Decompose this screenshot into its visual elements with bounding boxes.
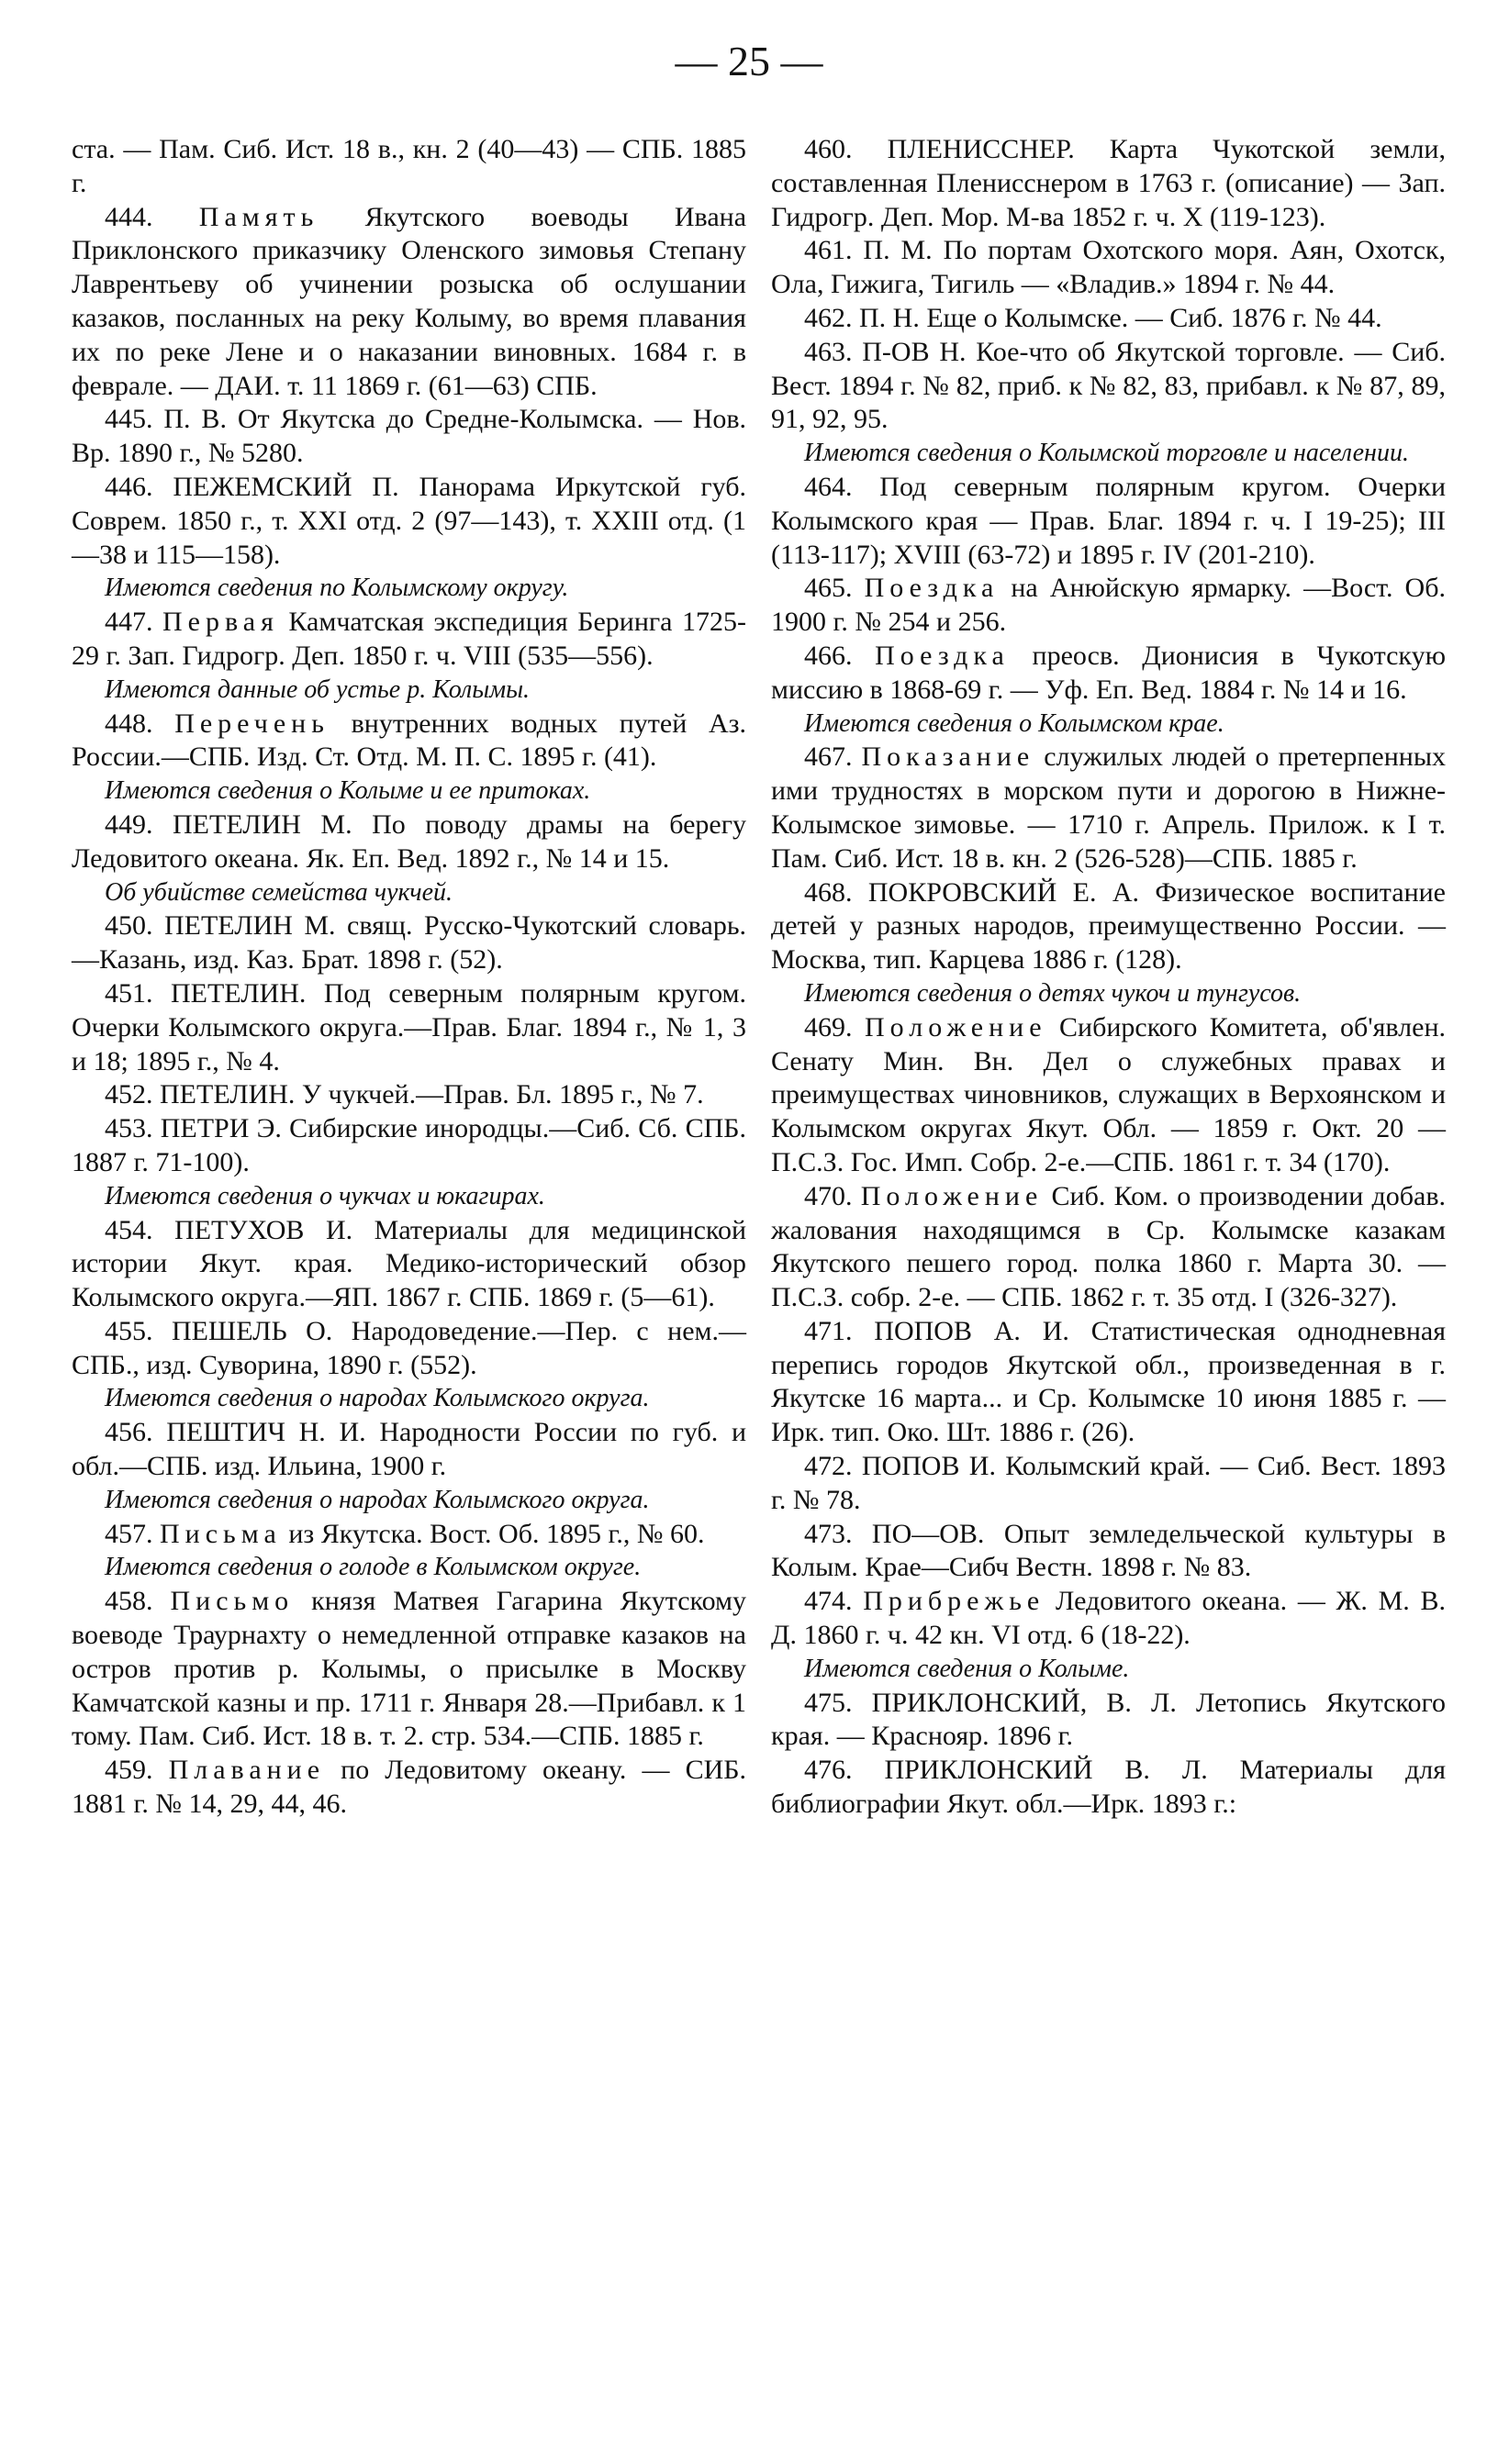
entry-text: Под северным полярным кругом. Очерки Колымского округа.—Прав. Благ. 1894 г., № 1, 3 и 18; 1895 г., № 4. [72,977,747,1076]
entry-note: Имеются данные об устье р. Колымы. [105,675,531,704]
entry-lead: ПЕТРИ Э. [160,1113,282,1144]
entry-text: внутренних водных путей Аз. России.—СПБ. Изд. Ст. Отд. М. П. С. 1895 г. (41). [72,708,747,773]
bibliography-entry [72,1315,746,1383]
entry-lead: Плавание [168,1755,326,1786]
entry-note: Имеются сведения по Колымскому округу. [105,574,569,603]
entry-lead: ПЕТЕЛИН. [170,977,307,1009]
entry-text: преосв. Дионисия в Чукотскую миссию в 1868-69 г. — Уф. Еп. Вед. 1884 г. № 14 и 16. [771,640,1446,705]
entry-number: 447. [105,607,153,638]
entry-number: 476. [804,1755,853,1786]
bibliography-entry [771,1518,1446,1586]
entry-text: Якутского воеводы Ивана Приклонского приказчику Оленского зимовья Степану Лаврентьеву об учинении розыска об ослушании казаков, посланных на реку Колыму, во время плавания их по реке Лене и о наказании виновных. 1684 г. в феврале. — ДАИ. т. 11 1869 г. (61—63) СПБ. [72,201,747,401]
entry-text: на Анюйскую ярмарку. —Вост. Об. 1900 г. № 254 и 256. [771,573,1446,638]
entry-lead: Положение [860,1180,1044,1211]
entry-number: 470. [804,1180,853,1211]
entry-lead: ПЕТЕЛИН М. [173,808,352,840]
entry-lead: П-ОВ Н. [862,336,967,367]
bibliography-entry [72,201,746,404]
entry-lead: Показание [861,741,1035,773]
bibliography-entry [771,302,1446,336]
entry-number: 453. [105,1113,153,1144]
right-column [771,133,1446,1822]
entry-text: Народоведение.—Пер. с нем.—СПБ., изд. Суворина, 1890 г. (552). [72,1315,747,1380]
entry-text: Кое-что об Якутской торговле. — Сиб. Вест. 1894 г. № 82, приб. к № 82, 83, прибавл. к № 87, 89, 91, 92, 95. [771,336,1447,435]
entry-lead: Письмо [170,1586,295,1617]
left-column [72,133,746,1822]
entry-text: Материалы для медицинской истории Якут. края. Медико-исторический обзор Колымского округа.—ЯП. 1867 г. СПБ. 1869 г. (5—61). [72,1214,746,1313]
bibliography-entry [72,977,746,1078]
entry-lead: П. М. [863,235,933,266]
entry-number: 456. [105,1417,153,1448]
bibliography-entry [72,708,746,775]
bibliography-entry [72,1416,746,1484]
entry-note: Имеются сведения о Колыме и ее притоках. [105,776,591,806]
bibliography-entry [771,1315,1446,1450]
bibliography-entry [771,1585,1446,1653]
entry-text: Сибирские инородцы.—Сиб. Сб. СПБ. 1887 г. 71-100). [72,1113,746,1177]
entry-lead: ПЕТЕЛИН М. [163,910,336,942]
entry-lead: ПЕТУХОВ И. [174,1214,353,1245]
entry-lead: ПЕТЕЛИН. [160,1079,296,1110]
entry-number: 469. [804,1011,853,1042]
entry-text: Материалы для библиографии Якут. обл.—Ирк. 1893 г.: [771,1755,1447,1820]
entry-lead: Поездка [875,640,1010,671]
entry-text: Опыт земледельческой культуры в Колым. Крае—Сибч Вестн. 1898 г. № 83. [771,1518,1447,1583]
entry-text: служилых людей о претерпенных ими трудностях в морском пути и дорогою в Нижне-Колымское зимовье. — 1710 г. Апрель. Прилож. к I т. Пам. Сиб. Ист. 18 в. кн. 2 (526-528)—СПБ. 1885 г. [771,741,1446,874]
entry-number: 475. [804,1687,853,1718]
entry-text: Камчатская экспедиция Беринга 1725-29 г. Зап. Гидрогр. Деп. 1850 г. ч. VIII (535—556). [72,607,746,671]
entry-lead: Первая [162,607,279,638]
entry-number: 444. [105,201,153,232]
bibliography-entry [72,1214,746,1315]
bibliography-entry [771,572,1446,640]
entry-number: 457. [105,1518,153,1549]
bibliography-entry [771,133,1446,234]
entry-lead: ПЕЖЕМСКИЙ П. [173,471,399,502]
entry-number: 458. [105,1586,153,1617]
entry-lead: Память [198,201,319,232]
entry-text: По портам Охотского моря. Аян, Охотск, Ола, Гижига, Тигиль — «Владив.» 1894 г. № 44. [771,235,1446,300]
entry-number: 468. [804,876,853,908]
entry-number: 455. [105,1315,153,1346]
page-number: — 25 — [675,38,823,84]
entry-text: Ледовитого океана. — Ж. М. В. Д. 1860 г. ч. 42 кн. VI отд. 6 (18-22). [771,1586,1447,1651]
entry-number: 474. [804,1586,853,1617]
bibliography-entry [72,403,746,471]
entry-text: Летопись Якутского края. — Краснояр. 1896 г. [771,1687,1447,1752]
bibliography-entry [771,336,1446,437]
entry-lead: ПОПОВ А. И. [874,1315,1069,1346]
bibliography-entry [72,1754,746,1822]
bibliography-entry [771,640,1446,708]
entry-number: 454. [105,1214,153,1245]
bibliography-entry [771,471,1446,572]
bibliography-entry [771,1180,1446,1315]
entry-number: 463. [804,336,853,367]
entry-number: 449. [105,808,153,840]
bibliography-entry [72,606,746,674]
entry-text: Физическое воспитание детей у разных народов, преимущественно России. — Москва, тип. Карцева 1886 г. (128). [771,876,1446,976]
entry-number: 450. [105,910,153,942]
bibliography-entry [72,471,746,572]
entry-text: Народности России по губ. и обл.—СПБ. изд. Ильина, 1900 г. [72,1417,747,1482]
entry-note: Имеются сведения о народах Колымского округа. [105,1384,650,1413]
entry-text: Колымский край. — Сиб. Вест. 1893 г. № 78. [771,1451,1447,1515]
entry-lead: ПЕШТИЧ Н. И. [166,1417,366,1448]
bibliography-entry [72,909,746,977]
entry-text: От Якутска до Средне-Колымска. — Нов. Вр. 1890 г., № 5280. [72,404,747,469]
entry-number: 461. [804,235,853,266]
entry-lead: ПО—ОВ. [871,1518,985,1549]
entry-number: 465. [804,573,853,604]
entry-number: 464. [804,471,853,502]
continuation-text: ста. — Пам. Сиб. Ист. 18 в., кн. 2 (40—43) — СПБ. 1885 г. [72,134,746,198]
entry-text: князя Матвея Гагарина Якутскому воеводе Траурнахту о немедленной отправке казаков на остров против р. Колымы, о присылке в Москву Камчатской казны и пр. 1711 г. Января 28.—Прибавл. к 1 тому. Пам. Сиб. Ист. 18 в. т. 2. стр. 534.—СПБ. 1885 г. [72,1586,746,1752]
entry-number: 460. [804,134,853,164]
entry-note: Имеются сведения о Колымской торговле и населении. [804,439,1409,468]
entry-lead: ПРИКЛОНСКИЙ В. Л. [884,1755,1208,1786]
bibliography-entry [771,1687,1446,1755]
bibliography-entry [771,1450,1446,1518]
entry-number: 471. [804,1315,853,1346]
bibliography-entry [72,808,746,876]
entry-note: Имеются сведения о народах Колымского округа. [105,1485,650,1514]
entry-text: по Ледовитому океану. — СИБ. 1881 г. № 14, 29, 44, 46. [72,1755,747,1820]
entry-lead: Поездка [864,573,1000,604]
entry-lead: ПОКРОВСКИЙ Е. А. [867,876,1140,908]
entry-text: Карта Чукотской земли, составленная Пленисснером в 1763 г. (описание) — Зап. Гидрогр. Деп. Мор. М-ва 1852 г. ч. X (119-123). [771,134,1446,232]
entry-lead: Перечень [174,708,330,739]
entry-note: Имеются сведения о Колыме. [804,1654,1130,1683]
entry-note: Имеются сведения о Колымском крае. [804,708,1224,738]
entry-number: 467. [804,741,853,773]
bibliography-entry [771,1011,1446,1180]
entry-text: По поводу драмы на берегу Ледовитого океана. Як. Еп. Вед. 1892 г., № 14 и 15. [72,808,747,874]
entry-number: 445. [105,404,153,435]
bibliography-entry [771,876,1446,977]
bibliography-entry [72,1518,746,1552]
entry-number: 473. [804,1518,853,1549]
entry-lead: ПРИКЛОНСКИЙ, В. Л. [871,1687,1177,1718]
entry-note: Имеются сведения о голоде в Колымском округе. [105,1553,642,1582]
entry-lead: П. Н. [859,302,920,333]
entry-text: из Якутска. Вост. Об. 1895 г., № 60. [288,1518,705,1549]
entry-lead: ПОПОВ И. [861,1451,996,1482]
entry-lead: Положение [864,1011,1047,1042]
entry-lead: Прибрежье [863,1586,1045,1617]
entry-number: 448. [105,708,153,739]
entry-number: 462. [804,302,853,333]
entry-number: 451. [105,977,153,1009]
entry-lead: Под [879,471,927,502]
entry-text: Статистическая однодневная перепись городов Якутской обл., произведенная в г. Якутске 16 марта... и Ср. Колымске 10 июня 1885 г. — Ирк. тип. Око. Шт. 1886 г. (26). [771,1315,1447,1448]
entry-text: Еще о Колымске. — Сиб. 1876 г. № 44. [926,302,1382,333]
entry-text: северным полярным кругом. Очерки Колымского края — Прав. Благ. 1894 г. ч. I 19-25); III (113-117); XVIII (63-72) и 1895 г. IV (201-210). [771,471,1447,570]
entry-number: 446. [105,471,153,502]
entry-note: Имеются сведения о чукчах и юкагирах. [105,1181,545,1210]
entry-text: свящ. Русско-Чукотский словарь.—Казань, изд. Каз. Брат. 1898 г. (52). [72,910,747,976]
entry-number: 459. [105,1755,153,1786]
entry-number: 452. [105,1079,153,1110]
entry-note: Имеются сведения о детях чукоч и тунгусов. [804,978,1302,1008]
bibliography-entry [72,1078,746,1112]
bibliography-entry [771,1754,1446,1822]
entry-text: Сиб. Ком. о производении добав. жалования находящимся в Ср. Колымске казакам Якутского пешего город. полка 1860 г. Марта 30. — П.С.З. собр. 2-е. — СПБ. 1862 г. т. 35 отд. I (326-327). [771,1180,1447,1313]
entry-lead: ПЕШЕЛЬ О. [171,1315,333,1346]
entry-number: 472. [804,1451,853,1482]
entry-lead: П. В. [163,404,227,435]
entry-number: 466. [804,640,853,671]
entry-text: Панорама Иркутской губ. Соврем. 1850 г., т. XXI отд. 2 (97—143), т. XXIII отд. (1—38 и 115—158). [72,471,747,570]
bibliography-entry [771,234,1446,302]
entry-text: Сибирского Комитета, об'явлен. Сенату Мин. Вн. Дел о служебных правах и преимуществах чиновников, служащих в Верхоянском и Колымском округах Якут. Обл. — 1859 г. Окт. 20 — П.С.З. Гос. Имп. Собр. 2-е.—СПБ. 1861 г. т. 34 (170). [771,1011,1447,1177]
entry-lead: Письма [160,1518,282,1549]
bibliography-entry [72,1585,746,1754]
entry-text: У чукчей.—Прав. Бл. 1895 г., № 7. [301,1079,704,1110]
entry-note: Об убийстве семейства чукчей. [105,877,453,907]
entry-lead: ПЛЕНИССНЕР. [887,134,1075,164]
bibliography-entry [72,1112,746,1180]
bibliography-entry [771,741,1446,875]
